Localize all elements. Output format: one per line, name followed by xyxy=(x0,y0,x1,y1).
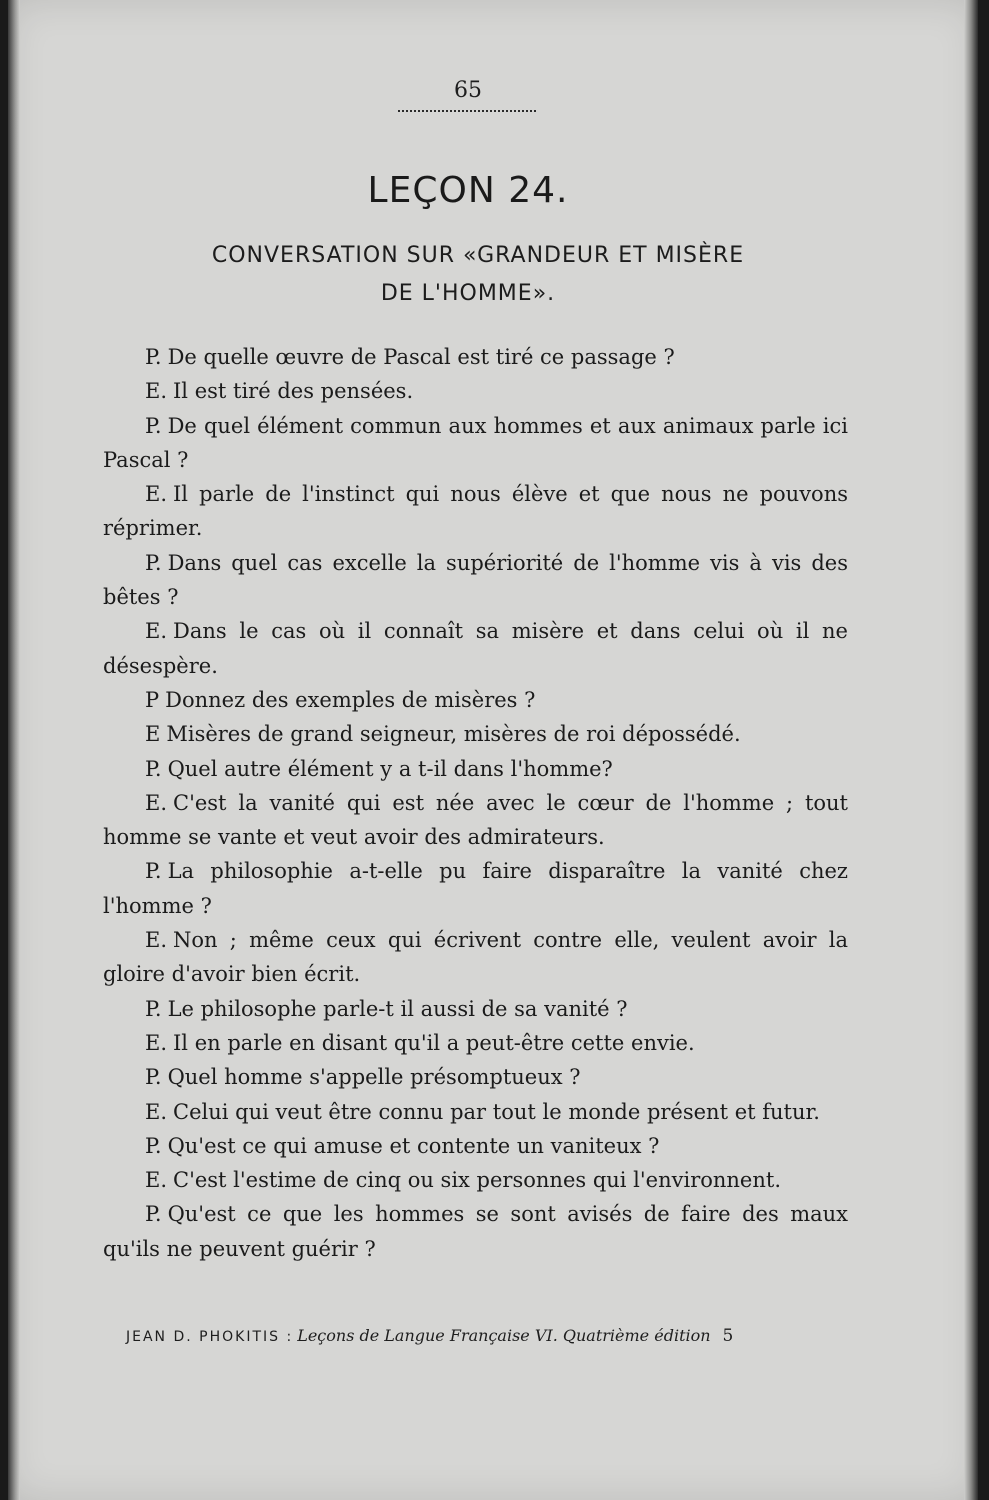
dialogue-text: C'est l'estime de cinq ou six personnes qui l'environnent. xyxy=(173,1168,782,1193)
page-footer xyxy=(126,1326,886,1346)
dialogue-text: Quel homme s'appelle présomptueux ? xyxy=(167,1065,581,1090)
lesson-subtitle-line-1: CONVERSATION SUR «GRANDEUR ET MISÈRE xyxy=(211,243,745,268)
dialogue-entry xyxy=(103,1060,848,1094)
footer-book-title: Leçons de Langue Française VI. Quatrième édition xyxy=(297,1326,711,1345)
book-page xyxy=(8,0,978,1500)
speaker-label: P xyxy=(145,687,160,712)
page-number-rule xyxy=(398,110,536,112)
dialogue-entry xyxy=(103,374,848,408)
dialogue-text: Il est tiré des pensées. xyxy=(173,379,414,404)
dialogue-entry xyxy=(103,752,848,786)
speaker-label: E. xyxy=(145,928,168,953)
speaker-label: E. xyxy=(145,790,168,815)
speaker-label: E. xyxy=(145,482,168,507)
dialogue-text: Il parle de l'instinct qui nous élève et que nous ne pouvons réprimer. xyxy=(103,482,848,541)
dialogue-text: La philosophie a-t-elle pu faire disparaître la vanité chez l'homme ? xyxy=(103,859,848,918)
dialogue-entry xyxy=(103,546,848,615)
page-right-edge xyxy=(964,0,978,1500)
dialogue-entry xyxy=(103,477,848,546)
dialogue-text: Qu'est ce que les hommes se sont avisés de faire des maux qu'ils ne peuvent guérir ? xyxy=(103,1202,848,1261)
speaker-label: P. xyxy=(145,345,162,369)
speaker-label: P. xyxy=(145,413,162,438)
dialogue-text: Celui qui veut être connu par tout le monde présent et futur. xyxy=(173,1099,820,1124)
speaker-label: E. xyxy=(145,1030,168,1055)
speaker-label: P. xyxy=(145,1202,162,1227)
footer-signature-number: 5 xyxy=(722,1326,734,1346)
dialogue-entry xyxy=(103,854,848,923)
dialogue-entry xyxy=(103,614,848,683)
speaker-label: P. xyxy=(145,996,162,1021)
dialogue-text: Dans le cas où il connaît sa misère et dans celui où il ne désespère. xyxy=(103,619,848,678)
dialogue-entry xyxy=(103,683,848,717)
dialogue-text: Le philosophe parle-t il aussi de sa vanité ? xyxy=(167,996,628,1021)
dialogue-text: Donnez des exemples de misères ? xyxy=(165,687,536,712)
speaker-label: E. xyxy=(145,379,168,404)
dialogue-entry xyxy=(103,409,848,478)
speaker-label: P. xyxy=(145,1133,162,1158)
dialogue-text: Misères de grand seigneur, misères de roi dépossédé. xyxy=(166,722,741,747)
speaker-label: E. xyxy=(145,1099,168,1124)
page-left-edge xyxy=(8,0,20,1500)
dialogue-text: Non ; même ceux qui écrivent contre elle, veulent avoir la gloire d'avoir bien écrit. xyxy=(103,928,848,987)
dialogue-entry xyxy=(103,923,848,992)
dialogue-entry xyxy=(103,717,848,751)
dialogue-text: C'est la vanité qui est née avec le cœur de l'homme ; tout homme se vante et veut avoir des admirateurs. xyxy=(103,790,848,850)
dialogue-text: Dans quel cas excelle la supériorité de l'homme vis à vis des bêtes ? xyxy=(103,550,848,610)
speaker-label: E. xyxy=(145,619,168,644)
dialogue-entry xyxy=(103,340,848,374)
dialogue-body xyxy=(103,340,848,1266)
speaker-label: E xyxy=(145,722,161,747)
dialogue-entry xyxy=(103,992,848,1026)
dialogue-entry xyxy=(103,786,848,855)
lesson-subtitle-line-2: DE L'HOMME». xyxy=(380,281,556,306)
speaker-label: P. xyxy=(145,756,162,781)
page-number: 65 xyxy=(454,78,482,103)
dialogue-text: Il en parle en disant qu'il a peut-être cette envie. xyxy=(173,1030,695,1055)
speaker-label: P. xyxy=(145,859,162,884)
dialogue-entry xyxy=(103,1197,848,1266)
speaker-label: E. xyxy=(145,1168,168,1193)
lesson-title: LEÇON 24. xyxy=(367,170,569,211)
dialogue-text: Quel autre élément y a t-il dans l'homme? xyxy=(167,756,613,781)
speaker-label: P. xyxy=(145,550,162,575)
dialogue-entry xyxy=(103,1095,848,1129)
dialogue-entry xyxy=(103,1129,848,1163)
dialogue-text: De quel élément commun aux hommes et aux animaux parle ici Pascal ? xyxy=(103,413,848,472)
dialogue-text: De quelle œuvre de Pascal est tiré ce passage ? xyxy=(167,345,675,369)
dialogue-entry xyxy=(103,1026,848,1060)
speaker-label: P. xyxy=(145,1065,162,1090)
dialogue-entry xyxy=(103,1163,848,1197)
dialogue-text: Qu'est ce qui amuse et contente un vaniteux ? xyxy=(167,1133,660,1158)
footer-author: JEAN D. PHOKITIS : xyxy=(126,1329,294,1345)
